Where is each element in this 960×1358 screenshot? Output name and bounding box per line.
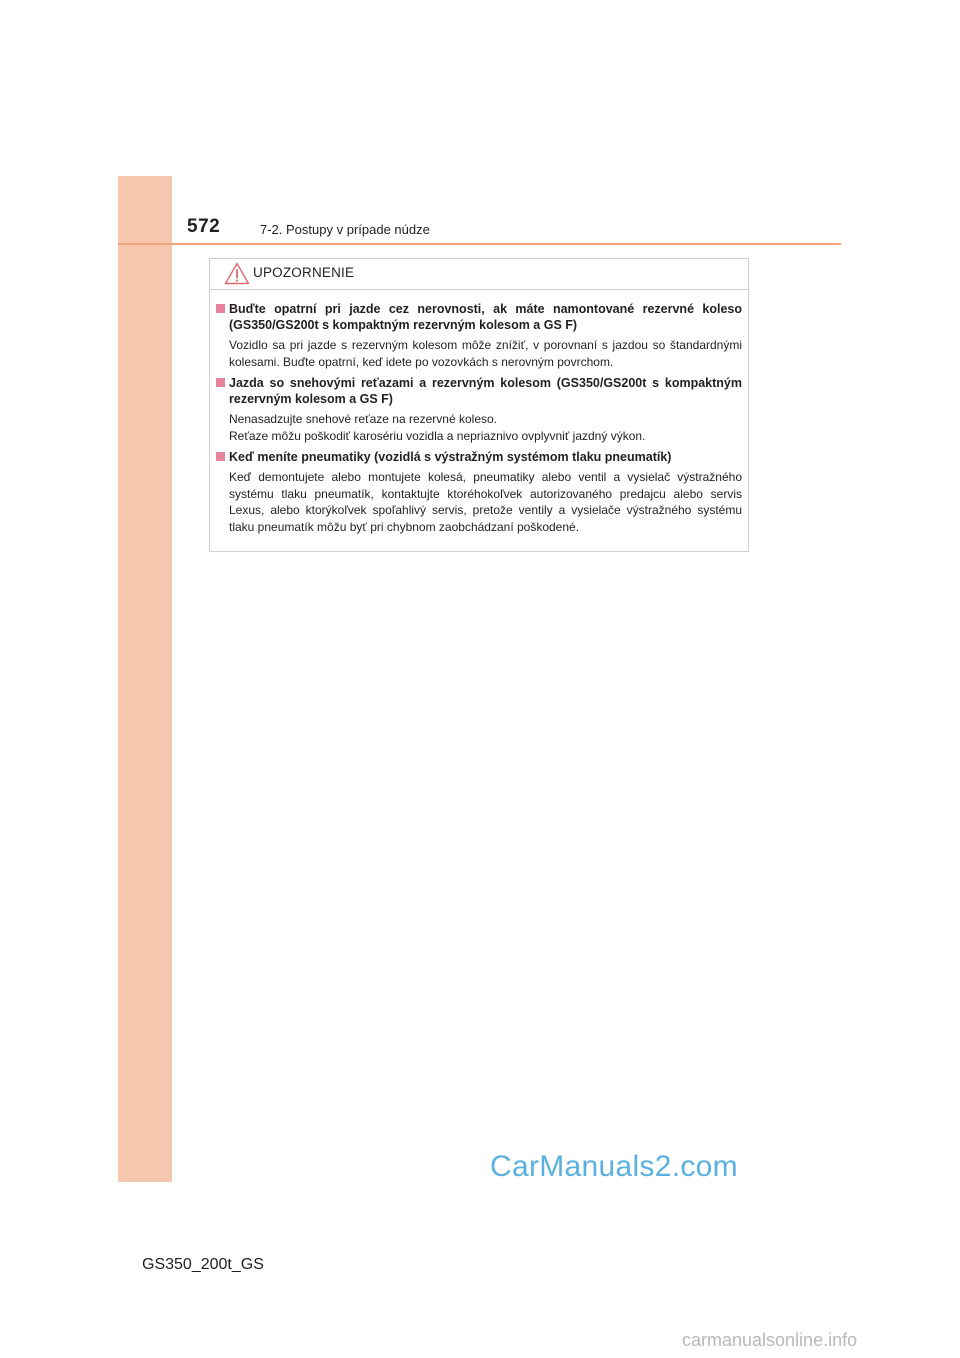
section-title: 7-2. Postupy v prípade núdze — [260, 222, 430, 237]
square-bullet-icon — [216, 378, 225, 387]
warning-item-heading: Keď meníte pneumatiky (vozidlá s výstražným systémom tlaku pneumatík) — [216, 449, 742, 465]
warning-item — [216, 449, 742, 535]
warning-body — [216, 301, 742, 540]
warning-item — [216, 375, 742, 444]
warning-item-text: Vozidlo sa pri jazde s rezervným kolesom môže znížiť, v porovnaní s jazdou so štandardnými kolesami. Buďte opatrní, keď idete po vozovkách s nerovným povrchom. — [229, 338, 742, 369]
warning-item — [216, 301, 742, 370]
square-bullet-icon — [216, 304, 225, 313]
header-divider — [118, 243, 841, 245]
warning-item-heading: Jazda so snehovými reťazami a rezervným kolesom (GS350/GS200t s kompaktným rezervným kolesom a GS F) — [216, 375, 742, 407]
page-number: 572 — [187, 216, 221, 237]
warning-item-text: Nenasadzujte snehové reťaze na rezervné koleso. Reťaze môžu poškodiť karosériu vozidla a nepriaznivo ovplyvniť jazdný výkon. — [229, 412, 646, 443]
warning-triangle-icon — [224, 262, 250, 285]
warning-title: UPOZORNENIE — [253, 265, 355, 280]
warning-item-heading: Buďte opatrní pri jazde cez nerovnosti, ak máte namontované rezervné koleso (GS350/GS200t s kompaktným rezervným kolesom a GS F) — [216, 301, 742, 333]
model-code: GS350_200t_GS — [142, 1256, 264, 1273]
side-color-strip — [118, 176, 172, 1182]
warning-box — [209, 258, 749, 552]
site-watermark: carmanualsonline.info — [682, 1330, 858, 1350]
square-bullet-icon — [216, 452, 225, 461]
warning-item-text: Keď demontujete alebo montujete kolesá, pneumatiky alebo ventil a vysielač výstražného systému tlaku pneumatík, kontaktujte ktoréhokoľvek autorizovaného predajcu alebo servis Lexus, alebo ktorýkoľvek spoľahlivý servis, pretože ventily a vysielače výstražného systému tlaku pneumatík môžu byť pri chybnom zaobchádzaní poškodené. — [229, 470, 742, 534]
warning-header — [210, 259, 748, 290]
watermark-logo: CarManuals2.com — [490, 1150, 738, 1183]
